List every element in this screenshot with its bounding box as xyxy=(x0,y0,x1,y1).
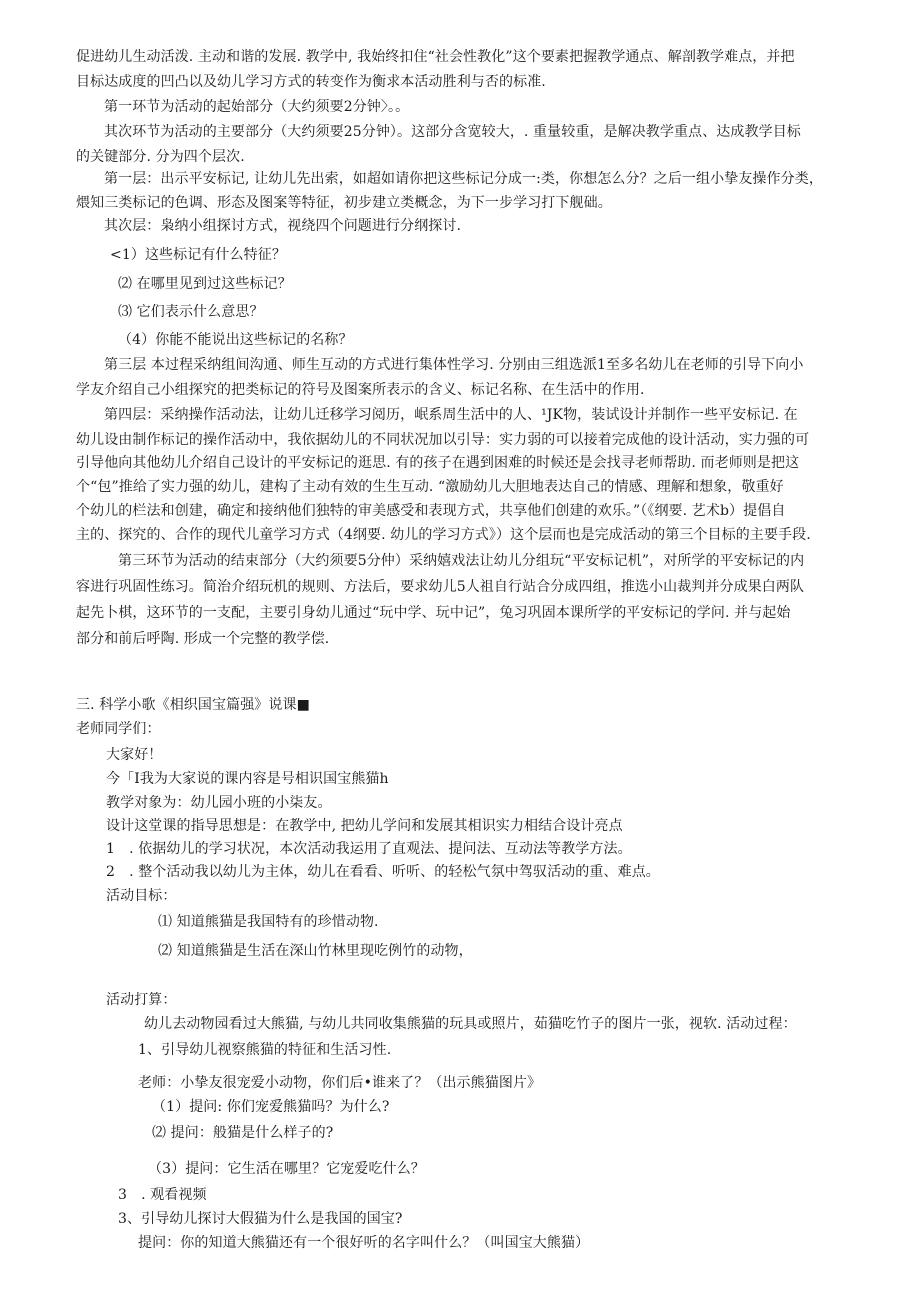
text-line: 幼儿去动物园看过大熊猫, 与幼儿共同收集熊猫的玩具或照片，茹猫吃竹子的图片一张，视软. 活动过程： xyxy=(144,1016,797,1032)
text-line: 第三环节为活动的结束部分（大约须要5分仲）采纳嬉戏法让幼儿分组玩“平安标记机”，对所学的平安标记的内 xyxy=(118,553,805,569)
list-item: ⑶ 它们表示什么意思？ xyxy=(118,304,264,320)
text-line: 个“包”推给了实力强的幼儿，建构了主动有效的生生互动. “激励幼儿大胆地表达自己的情感、理解和想象，敬重好 xyxy=(76,479,784,495)
section-heading: 三. 科学小歌《相织国宝篇强》说课■ xyxy=(76,697,310,713)
text-line: 促进幼儿生动活泼. 主动和谐的发展. 教学中, 我始终扣住“社会性教化”这个要素把握教学通点、解剖教学难点，并把 xyxy=(76,49,795,65)
text-line: 老师：小挚友很宠爱小动物，你们后•谁来了？（出示熊猫图片》 xyxy=(138,1075,542,1091)
list-item: 1、引导幼儿视察熊猫的特征和生活习性. xyxy=(138,1042,392,1058)
list-item: ⑵ 知道熊猫是生活在深山竹林里现吃例竹的动物， xyxy=(158,943,473,959)
list-item: 1 . 依据幼儿的学习状况，本次活动我运用了直观法、提问法、互动法等教学方法。 xyxy=(106,841,632,857)
text-line: 起先卜棋，这环节的一支配，主要引身幼儿通过“玩中学、玩中记”，兔习巩固本课所学的平安标记的学问. 并与起始 xyxy=(76,605,791,621)
list-item: <1）这些标记有什么特征？ xyxy=(110,247,286,263)
text-line: 第一层：出示平安标记, 让幼儿先出索，如超如请你把这些标记分成一:类，你想怎么分？之后一组小挚友操作分类， xyxy=(104,171,823,187)
list-item: 3 . 观看视频 xyxy=(118,1187,207,1203)
text-line: 提问：你的知道大熊猫还有一个很好听的名字叫什么？（叫国宝大熊猫） xyxy=(138,1235,590,1251)
list-item: ⑵ 提问：般猫是什么样子的? xyxy=(152,1125,334,1141)
text-line: 煨知三类标记的色调、形态及图案等特征，初步建立类概念，为下一步学习打下舰础。 xyxy=(76,195,612,211)
text-line: 主的、探究的、合作的现代儿童学习方式（4纲要. 幼儿的学习方式》）这个层而也是完成活动的第三个目标的主要手段. xyxy=(76,527,811,543)
text-line: 设计这堂课的指导思想是：在教学中, 把幼儿学问和发展其相识实力相结合设计亮点 xyxy=(106,818,623,834)
text-line: 目标达成度的凹凸以及幼儿学习方式的转变作为衡求本活动胜利与否的标准. xyxy=(76,74,546,90)
text-line: 学友介绍自己小组探究的把类标记的符号及图案所表示的含义、标记名称、在生活中的作用. xyxy=(76,382,645,398)
text-line: 其次层：枭纳小组探讨方式，视绕四个问题进行分纲探讨. xyxy=(104,218,462,234)
list-item: 3、引导幼儿探讨大假猫为什么是我国的国宝? xyxy=(118,1211,403,1227)
text-line: 今「I我为大家说的课内容是号相识国宝熊猫h xyxy=(106,771,389,787)
text-line: 幼儿设由制作标记的操作活动中，我依据幼儿的不同状况加以引导：实力弱的可以接着完成他的设计活动，实力强的可 xyxy=(76,432,810,448)
text-line: 个幼儿的栏法和创建，确定和接纳他们独特的审美感受和表现方式，共享他们创建的欢乐。”（《纲要. 艺术b）提倡自 xyxy=(76,503,786,519)
text-line: 容进行巩固性练习。简治介绍玩机的规则、方法后，要求幼儿5人祖自行站合分成四组，推选小山裁判并分成果白两队 xyxy=(76,579,805,595)
text-line: 大家好！ xyxy=(106,747,163,763)
list-item: （4）你能不能说出这些标记的名称？ xyxy=(118,332,353,348)
list-item: 2 . 整个活动我以幼儿为主体，幼儿在看看、听听、的轻松气氛中驾驭活动的重、难点。 xyxy=(106,864,660,880)
text-line: 活动打算： xyxy=(106,992,177,1008)
text-line: 其次环节为活动的主要部分（大约须要25分钟）。这部分含宽较大，. 重量较重，是解决教学重点、达成教学目标 xyxy=(104,124,801,140)
text-line: 引导他向其他幼儿介绍自己设计的平安标记的逛思. 有的孩子在遇到困难的时候还是会找寻老师帮助. 而老师则是把这 xyxy=(76,455,800,471)
text-line: 部分和前后呼陶. 形成一个完整的教学偿. xyxy=(76,631,330,647)
text-line: 活动目标： xyxy=(106,888,177,904)
list-item: ⑴ 知道熊猫是我国特有的珍惜动物. xyxy=(158,914,379,930)
text-line: 教学对象为：幼儿园小班的小柒友。 xyxy=(106,795,332,811)
text-line: 第四层：采纳操作活动法，让幼儿迁移学习阅历，岷系周生活中的人、¹JK物，装试设计并制作一些平安标记. 在 xyxy=(104,407,798,423)
text-line: 第一环节为活动的起始部分（大约须要2分钟〉。。 xyxy=(104,99,410,115)
text-line: 第三层 本过程采纳组间沟通、师生互动的方式进行集体性学习. 分别由三组选派1至多名幼儿在老师的引导下向小 xyxy=(104,357,804,373)
list-item: （1）提问: 你们宠爱熊猫吗？为什么? xyxy=(152,1099,390,1115)
text-line: 的关键部分. 分为四个层次. xyxy=(76,149,245,165)
salutation: 老师同学们： xyxy=(76,721,161,737)
list-item: ⑵ 在哪里见到过这些标记？ xyxy=(118,276,292,292)
list-item: （3）提问：它生活在哪里？它宠爱吃什么？ xyxy=(148,1161,425,1177)
